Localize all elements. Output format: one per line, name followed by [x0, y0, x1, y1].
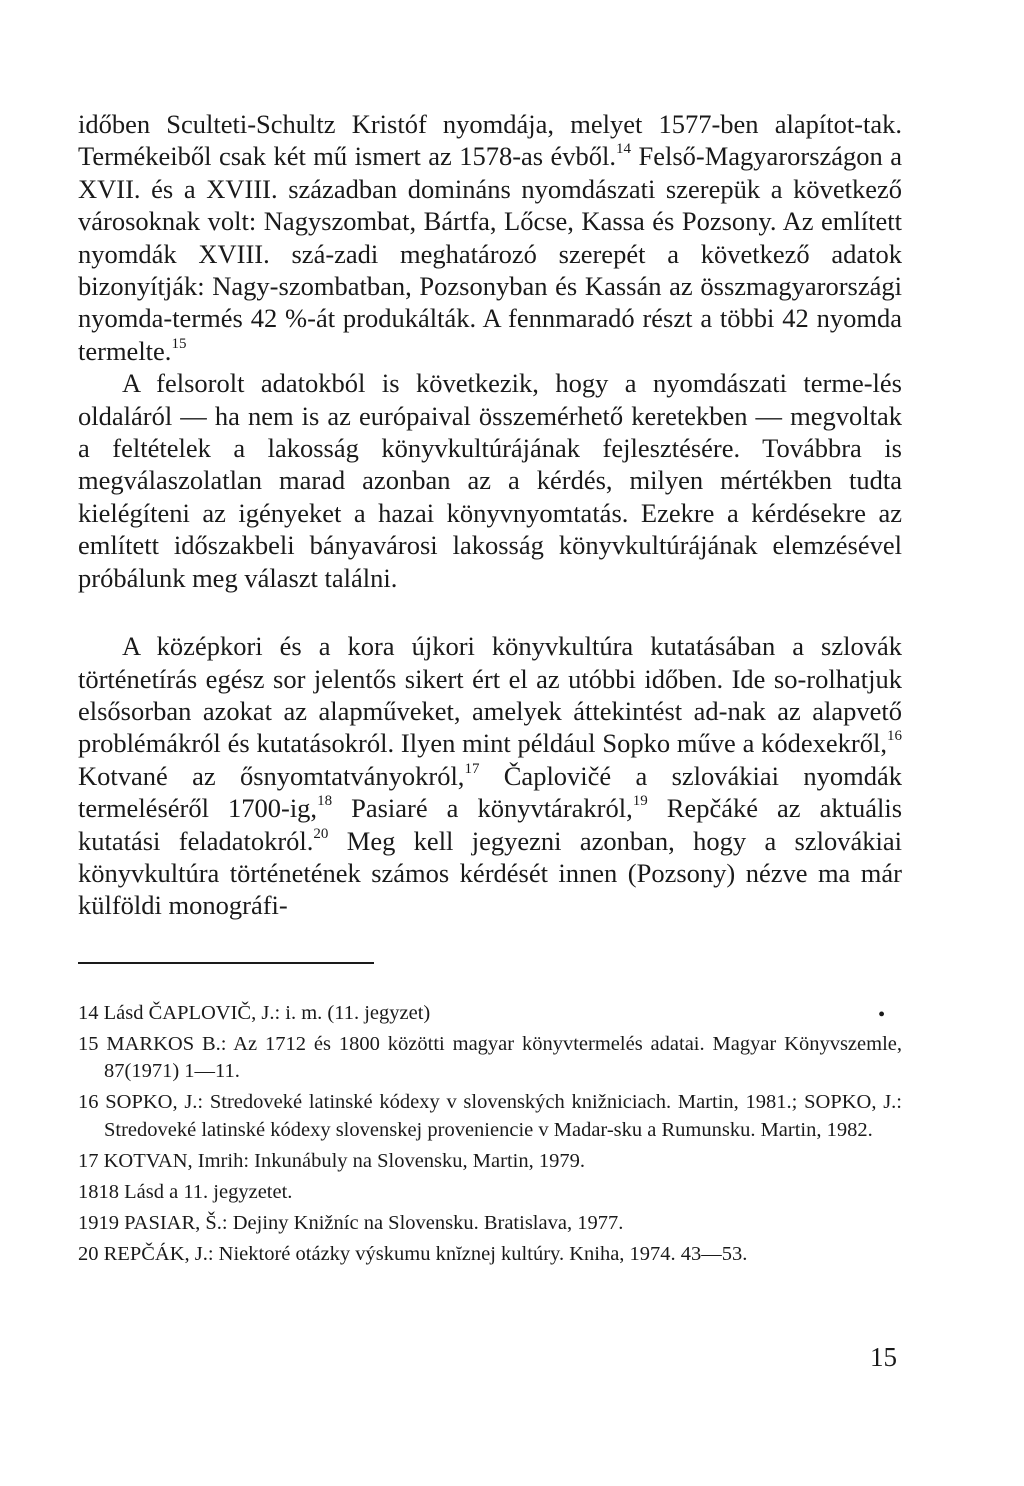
paragraph-3: [78, 630, 902, 922]
paragraph-3-text-c: Čaplovičé a szlovákiai nyomdák termeléséről 1700-ig,: [78, 760, 902, 824]
stray-bullet-mark: •: [878, 1003, 886, 1026]
page-body: [78, 108, 902, 1269]
footnote-14-text: 14 Lásd ČAPLOVIČ, J.: i. m. (11. jegyzet): [78, 1001, 431, 1024]
paragraph-1-text-b: Felső-Magyarországon a XVII. és a XVIII. században domináns nyomdászati szerepük a következő városoknak volt: Nagyszombat, Bártfa, Lőcse, Kassa és Pozsony. Az említett nyomdák XVIII. szá-zadi meghatározó szerepét a következő adatok bizonyítják: Nagy-szombatban, Pozsonyban és Kassán az összmagyarországi nyomda-termés 42 %-át produkálták. A fennmaradó részt a többi 42 nyomda termelte.: [78, 141, 902, 366]
page-number: 15: [870, 1342, 897, 1372]
footnote-ref-16[interactable]: 16: [887, 728, 902, 745]
footnote-17: 17 KOTVAN, Imrih: Inkunábuly na Slovensku, Martin, 1979.: [78, 1149, 585, 1172]
footnote-ref-17[interactable]: 17: [464, 760, 480, 777]
section-gap: [78, 594, 902, 630]
paragraph-3-text-b: Kotvané az ősnyomtatványokról,: [78, 760, 465, 791]
footnote-14: [78, 1000, 902, 1027]
footnote-ref-15[interactable]: 15: [171, 335, 187, 352]
main-text: [78, 108, 902, 922]
footnote-19: 1919 PASIAR, Š.: Dejiny Knižníc na Slovensku. Bratislava, 1977.: [78, 1212, 624, 1235]
footnote-15: 15 MARKOS B.: Az 1712 és 1800 közötti magyar könyvtermelés adatai. Magyar Könyvszemle, 87(1971) 1—11.: [78, 1032, 902, 1083]
footnote-ref-14[interactable]: 14: [616, 141, 632, 158]
footnote-20: 20 REPČÁK, J.: Niektoré otázky výskumu knĭznej kultúry. Kniha, 1974. 43—53.: [78, 1243, 748, 1266]
paragraph-1-text-a: időben Sculteti-Schultz Kristóf nyomdája, melyet 1577-ben alapítot-tak. Termékeiből csak két mű ismert az 1578-as évből.: [78, 109, 902, 172]
footnote-ref-19[interactable]: 19: [632, 793, 648, 810]
paragraph-3-text-f: Meg kell jegyezni azonban, hogy a szlovákiai könyvkultúra történetének számos kérdését innen (Pozsony) nézve ma már külföldi monográfi-: [78, 825, 902, 921]
paragraph-1: [78, 108, 902, 367]
footnote-separator-rule: [78, 962, 374, 964]
footnote-18: 1818 Lásd a 11. jegyzetet.: [78, 1180, 293, 1203]
footnote-ref-18[interactable]: 18: [317, 793, 333, 810]
footnote-ref-20[interactable]: 20: [313, 825, 329, 842]
footnotes: [78, 1000, 902, 1269]
paragraph-3-text-e: Repčáké az aktuális kutatási feladatokról.: [78, 793, 903, 856]
paragraph-3-text-a: A középkori és a kora újkori könyvkultúra kutatásában a szlovák történetírás egész sor jelentős sikert ért el az utóbbi időben. Ide so-rolhatjuk elsősorban azokat az alapműveket, amelyek áttekintést ad-nak az alapvető problémákról és kutatásokról. Ilyen mint például Sopko műve a kódexekről,: [78, 631, 902, 759]
footnote-16: 16 SOPKO, J.: Stredoveké latinské kódexy v slovenských knižniciach. Martin, 1981.; SOPKO, J.: Stredoveké latinské kódexy slovenskej proveniencie v Madar-sku a Rumunsku. Martin, 1982.: [78, 1091, 902, 1141]
paragraph-3-text-d: Pasiaré a könyvtárakról,: [332, 793, 633, 824]
paragraph-2: A felsorolt adatokból is következik, hogy a nyomdászati terme-lés oldaláról — ha nem is az európaival összemérhető keretekben — megvoltak a feltételek a lakosság könyvkultúrájának fejlesztésére. Továbbra is megválaszolatlan marad azonban az a kérdés, milyen mértékben tudta kielégíteni az igényeket a hazai könyvnyomtatás. Ezekre a kérdésekre az említett időszakbeli bányavárosi lakosság könyvkultúrájának elemzésével próbálunk meg választ találni.: [78, 368, 902, 593]
